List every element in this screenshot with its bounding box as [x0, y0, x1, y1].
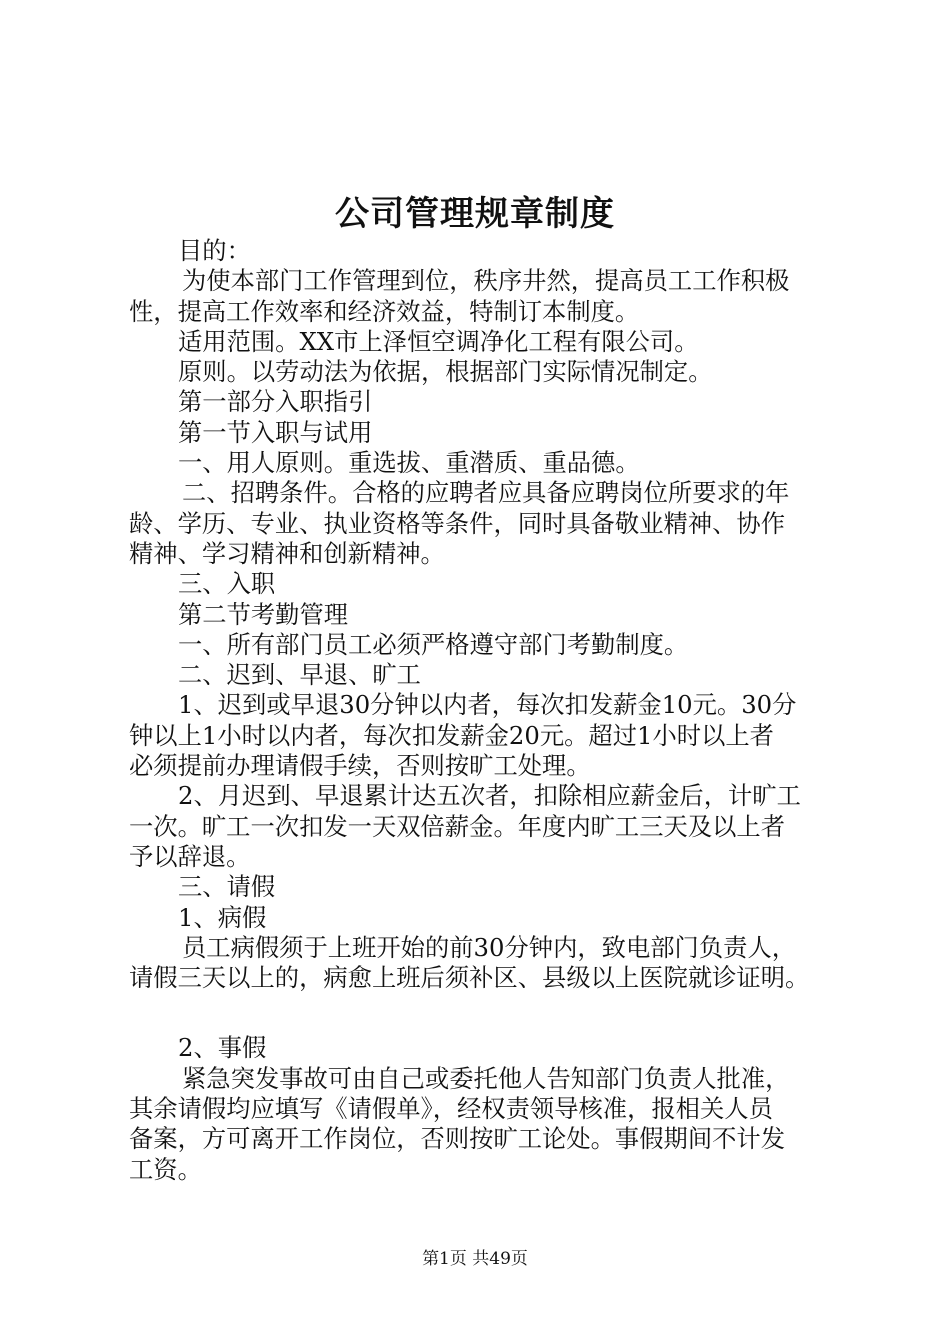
paragraph-line: 一、所有部门员工必须严格遵守部门考勤制度。	[178, 629, 689, 659]
paragraph-line: 龄、学历、专业、执业资格等条件，同时具备敬业精神、协作	[129, 508, 786, 538]
paragraph-line: 请假三天以上的，病愈上班后须补区、县级以上医院就诊证明。	[129, 963, 810, 993]
paragraph-line: 其余请假均应填写《请假单》，经权责领导核准，报相关人员	[129, 1094, 773, 1124]
paragraph-line: 1、病假	[178, 902, 267, 932]
document-body	[129, 236, 829, 1185]
section-heading: 第二节考勤管理	[178, 599, 349, 629]
paragraph-line: 工资。	[129, 1154, 202, 1184]
paragraph-gap	[129, 993, 829, 1033]
paragraph-line: 必须提前办理请假手续，否则按旷工处理。	[129, 751, 591, 781]
paragraph-line: 二、招聘条件。合格的应聘者应具备应聘岗位所要求的年	[182, 478, 790, 508]
paragraph-line: 原则。以劳动法为依据，根据部门实际情况制定。	[178, 357, 713, 387]
paragraph-line: 一次。旷工一次扣发一天双倍薪金。年度内旷工三天及以上者	[129, 811, 786, 841]
paragraph-line: 适用范围。XX市上泽恒空调净化工程有限公司。	[178, 326, 699, 356]
paragraph-line: 2、事假	[178, 1033, 267, 1063]
paragraph-line: 为使本部门工作管理到位，秩序井然，提高员工工作积极	[182, 266, 790, 296]
section-heading: 第一节入职与试用	[178, 417, 373, 447]
document-title: 公司管理规章制度	[335, 194, 615, 234]
paragraph-line: 1、迟到或早退30分钟以内者，每次扣发薪金10元。30分	[178, 690, 797, 720]
paragraph-line: 精神、学习精神和创新精神。	[129, 538, 445, 568]
paragraph-line: 三、入职	[178, 569, 276, 599]
paragraph-line: 予以辞退。	[129, 841, 251, 871]
page-number-footer: 第1页 共49页	[422, 1249, 528, 1269]
section-heading: 第一部分入职指引	[178, 387, 373, 417]
paragraph-line: 三、请假	[178, 872, 276, 902]
paragraph-line: 一、用人原则。重选拔、重潜质、重品德。	[178, 448, 640, 478]
paragraph-line: 二、迟到、早退、旷工	[178, 660, 421, 690]
paragraph-line: 性，提高工作效率和经济效益，特制订本制度。	[129, 296, 640, 326]
paragraph-line: 目的：	[178, 236, 251, 265]
paragraph-line: 2、月迟到、早退累计达五次者，扣除相应薪金后，计旷工	[178, 781, 801, 811]
paragraph-line: 紧急突发事故可由自己或委托他人告知部门负责人批准，	[182, 1063, 790, 1093]
paragraph-line: 钟以上1小时以内者，每次扣发薪金20元。超过1小时以上者	[129, 720, 774, 750]
paragraph-line: 员工病假须于上班开始的前30分钟内，致电部门负责人，	[182, 932, 797, 962]
paragraph-line: 备案，方可离开工作岗位，否则按旷工论处。事假期间不计发	[129, 1124, 786, 1154]
